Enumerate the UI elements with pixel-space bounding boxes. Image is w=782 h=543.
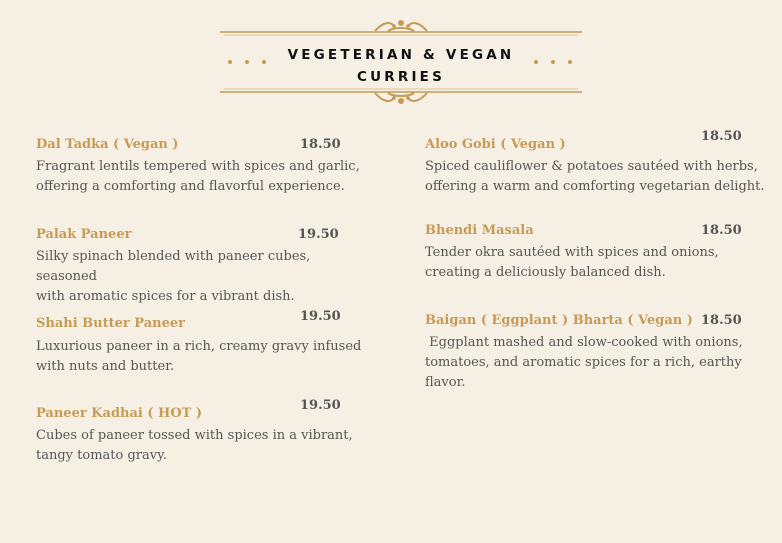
dish-description: Eggplant mashed and slow-cooked with onions, tomatoes, and aromatic spices for a rich, earthy flavor. (425, 335, 743, 390)
dish-name: Paneer Kadhai ( HOT ) (36, 406, 203, 421)
dish-price: 18.50 (701, 223, 742, 238)
dish-description: Tender okra sautéed with spices and onions, creating a deliciously balanced dish. (425, 245, 719, 280)
dish-name: Shahi Butter Paneer (36, 316, 185, 331)
dish-price: 19.50 (300, 309, 341, 324)
dish-price: 18.50 (300, 137, 341, 152)
dish-price: 18.50 (701, 313, 742, 328)
dish-name: Palak Paneer (36, 227, 132, 242)
dish-description: Luxurious paneer in a rich, creamy gravy infused with nuts and butter. (36, 339, 362, 374)
dish-price: 18.50 (701, 129, 742, 144)
title-line-1: VEGETERIAN & VEGAN (287, 47, 515, 63)
dish-name: Dal Tadka ( Vegan ) (36, 137, 179, 152)
dish-name: Baigan ( Eggplant ) Bharta ( Vegan ) (425, 313, 693, 328)
dish-price: 19.50 (300, 398, 341, 413)
section-title (218, 44, 584, 88)
dish-price: 19.50 (298, 227, 339, 242)
dish-name: Bhendi Masala (425, 223, 534, 238)
dish-description: Silky spinach blended with paneer cubes, seasoned with aromatic spices for a vibrant dish. (36, 249, 311, 304)
title-line-2: CURRIES (356, 69, 446, 85)
section-header (218, 18, 584, 106)
dish-description: Cubes of paneer tossed with spices in a vibrant, tangy tomato gravy. (36, 428, 353, 463)
dish-name: Aloo Gobi ( Vegan ) (425, 137, 566, 152)
dish-description: Spiced cauliflower & potatoes sautéed with herbs, offering a warm and comforting vegetarian delight. (425, 159, 765, 194)
dish-description: Fragrant lentils tempered with spices and garlic, offering a comforting and flavorful experience. (36, 159, 360, 194)
